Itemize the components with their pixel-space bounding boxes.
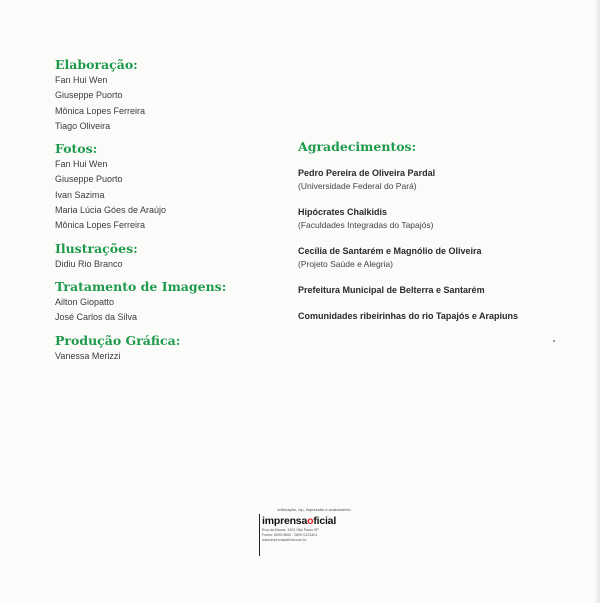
- credits-section-producao: [55, 333, 275, 364]
- section-heading: Elaboração:: [55, 57, 138, 72]
- credit-name: Vanessa Merizzi: [55, 350, 121, 361]
- credit-name: Mônica Lopes Ferreira: [55, 105, 146, 116]
- credits-section-tratamento: [55, 279, 275, 326]
- acknowledgement-item: [298, 167, 588, 193]
- credits-section-fotos: [55, 141, 275, 233]
- acknowledgement-name: Prefeitura Municipal de Belterra e Santarém: [298, 285, 485, 295]
- acknowledgement-name: Hipócrates Chalkidis: [298, 207, 388, 217]
- acknowledgement-name: Pedro Pereira de Oliveira Pardal: [298, 168, 436, 178]
- credits-column: [55, 57, 275, 371]
- credits-section-elaboracao: [55, 57, 275, 134]
- section-heading: Ilustrações:: [55, 240, 138, 256]
- logo-text: imprensa: [262, 515, 308, 527]
- credit-name: Mônica Lopes Ferreira: [55, 220, 146, 231]
- acknowledgement-institution: (Universidade Federal do Pará): [298, 181, 417, 191]
- section-heading: Fotos:: [55, 141, 98, 157]
- credit-name: Fan Hui Wen: [55, 159, 108, 170]
- acknowledgement-institution: (Faculdades Integradas do Tapajós): [298, 220, 434, 230]
- acknowledgement-institution: (Projeto Saúde e Alegria): [298, 259, 393, 269]
- credit-name: Tiago Oliveira: [55, 120, 111, 131]
- colophon-address-line: Fones: 6099-9800 - 0800 0123401: [262, 532, 318, 537]
- credit-name: Ivan Sazima: [55, 189, 105, 200]
- credit-name: Ailton Giopatto: [55, 296, 115, 307]
- colophon-rule: [259, 514, 260, 556]
- page-edge-shadow: [594, 0, 600, 603]
- colophon-caption: editoração, ctp, impressão e acabamento: [277, 507, 351, 512]
- logo-text: ficial: [313, 515, 337, 527]
- credits-section-ilustracoes: [55, 241, 275, 272]
- acknowledgements-column: [298, 139, 588, 336]
- acknowledgements-heading: Agradecimentos:: [298, 139, 417, 154]
- stray-mark: [553, 340, 555, 342]
- logo-text-accent: o: [307, 515, 314, 527]
- acknowledgement-item: [298, 284, 588, 297]
- acknowledgement-name: Cecília de Santarém e Magnólio de Oliveira: [298, 246, 482, 256]
- credit-name: José Carlos da Silva: [55, 312, 138, 323]
- colophon: [259, 507, 369, 542]
- acknowledgement-item: [298, 245, 588, 271]
- colophon-logo-block: [259, 514, 369, 542]
- acknowledgement-name: Comunidades ribeirinhas do rio Tapajós e Arapiuns: [298, 311, 519, 321]
- credit-name: Giuseppe Puorto: [55, 90, 123, 101]
- acknowledgement-item: [298, 206, 588, 232]
- section-heading: Tratamento de Imagens:: [55, 278, 227, 294]
- colophon-address-line: www.imprensaoficial.com.br: [262, 537, 307, 542]
- colophon-address-line: Rua da Mooca, 1921 São Paulo SP: [262, 528, 319, 532]
- credit-name: Maria Lúcia Góes de Araújo: [55, 205, 167, 216]
- credit-name: Didiu Rio Branco: [55, 258, 123, 269]
- credit-name: Giuseppe Puorto: [55, 174, 123, 185]
- section-heading: Produção Gráfica:: [55, 332, 181, 348]
- credit-name: Fan Hui Wen: [55, 75, 108, 85]
- acknowledgement-item: [298, 310, 588, 323]
- imprensa-oficial-logo: [259, 514, 369, 528]
